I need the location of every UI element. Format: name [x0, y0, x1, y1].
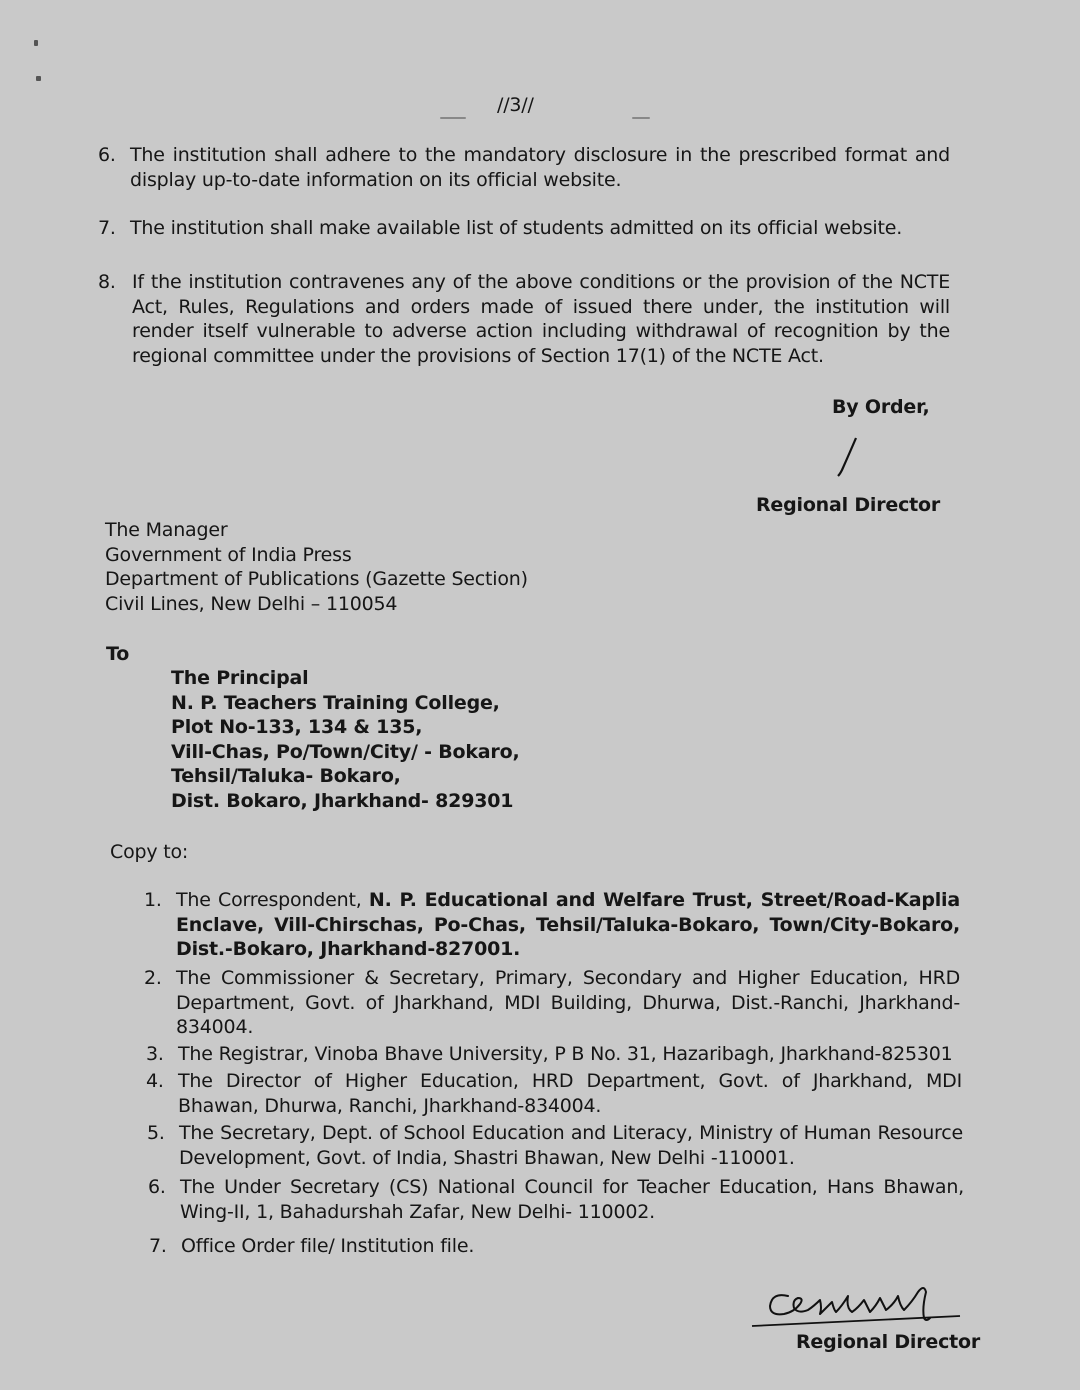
signatory-title: Regional Director: [796, 1331, 981, 1353]
copy-text: The Under Secretary (CS) National Council for Teacher Education, Hans Bhawan, Wing-II, 1, Bahadurshah Zafar, New Delhi- 110002.: [180, 1176, 964, 1223]
copy-item-5: [147, 1121, 963, 1173]
scan-speck: [440, 117, 466, 119]
address-line: Plot No-133, 134 & 135,: [171, 716, 423, 738]
scan-speck: [632, 117, 650, 119]
copy-number: 7.: [149, 1235, 167, 1257]
copy-number: 1.: [144, 889, 162, 911]
copy-number: 6.: [148, 1176, 166, 1198]
condition-item-6: [98, 143, 950, 193]
address-line: N. P. Teachers Training College,: [171, 691, 500, 714]
address-line: Government of India Press: [105, 543, 352, 566]
address-line: The Manager: [105, 519, 228, 541]
address-line: Dist. Bokaro, Jharkhand- 829301: [171, 789, 514, 812]
copy-number: 2.: [144, 967, 162, 989]
copy-text: The Registrar, Vinoba Bhave University, P B No. 31, Hazaribagh, Jharkhand-825301: [178, 1043, 953, 1065]
condition-item-7: [98, 216, 950, 242]
condition-text: The institution shall make available list of students admitted on its official website.: [130, 217, 903, 239]
copy-text: The Commissioner & Secretary, Primary, Secondary and Higher Education, HRD Department, Govt. of Jharkhand, MDI Building, Dhurwa, Dist.-Ranchi, Jharkhand-834004.: [176, 967, 960, 1038]
copy-item-4: [146, 1069, 962, 1121]
copy-text: Office Order file/ Institution file.: [181, 1235, 475, 1257]
address-line: Tehsil/Taluka- Bokaro,: [171, 765, 401, 787]
address-line: Vill-Chas, Po/Town/City/ - Bokaro,: [171, 740, 520, 763]
copy-item-6: [148, 1175, 964, 1227]
condition-text: If the institution contravenes any of the above conditions or the provision of the NCTE Act, Rules, Regulations and orders made of issued there under, the institution will render itself vulnerable to adverse action including withdrawal of recognition by the regional committee under the provisions of Section 17(1) of the NCTE Act.: [132, 271, 950, 367]
page-number: //3//: [497, 94, 534, 116]
manager-address-block: [105, 518, 528, 616]
initial-signature: [830, 432, 864, 482]
address-line: Civil Lines, New Delhi – 110054: [105, 592, 398, 615]
copy-number: 4.: [146, 1070, 164, 1092]
copy-text: The Secretary, Dept. of School Education and Literacy, Ministry of Human Resource Development, Govt. of India, Shastri Bhawan, New Delhi -110001.: [179, 1122, 963, 1169]
recipient-address-block: [171, 666, 519, 813]
copy-to-label: Copy to:: [110, 841, 189, 863]
condition-number: 7.: [98, 217, 116, 239]
address-line: The Principal: [171, 667, 309, 689]
address-line: Department of Publications (Gazette Section): [105, 568, 528, 590]
copy-text: [176, 888, 960, 962]
condition-number: 8.: [98, 271, 116, 293]
copy-text-lead: The Correspondent,: [176, 889, 369, 911]
copy-item-1: [144, 888, 960, 964]
copy-item-7: [149, 1234, 965, 1260]
scan-speck: [36, 76, 41, 81]
handwritten-signature: [748, 1278, 970, 1330]
copy-text-bold: N. P. Educational and Welfare Trust, Street/Road-Kaplia Enclave, Vill-Chirschas, Po-Chas, Tehsil/Taluka-Bokaro, Town/City-Bokaro, Dist.-Bokaro, Jharkhand-827001.: [176, 889, 960, 960]
scan-speck: [34, 40, 38, 46]
copy-number: 3.: [146, 1043, 164, 1065]
copy-text: The Director of Higher Education, HRD Department, Govt. of Jharkhand, MDI Bhawan, Dhurwa, Ranchi, Jharkhand-834004.: [178, 1070, 962, 1117]
condition-item-8: [98, 270, 952, 370]
condition-number: 6.: [98, 144, 116, 166]
to-label: To: [106, 643, 130, 665]
copy-item-3: [146, 1042, 962, 1068]
by-order-label: By Order,: [832, 396, 930, 418]
condition-text: The institution shall adhere to the mandatory disclosure in the prescribed format and display up-to-date information on its official website.: [130, 144, 950, 191]
signatory-title: Regional Director: [756, 494, 941, 516]
copy-number: 5.: [147, 1122, 165, 1144]
copy-item-2: [144, 966, 960, 1042]
